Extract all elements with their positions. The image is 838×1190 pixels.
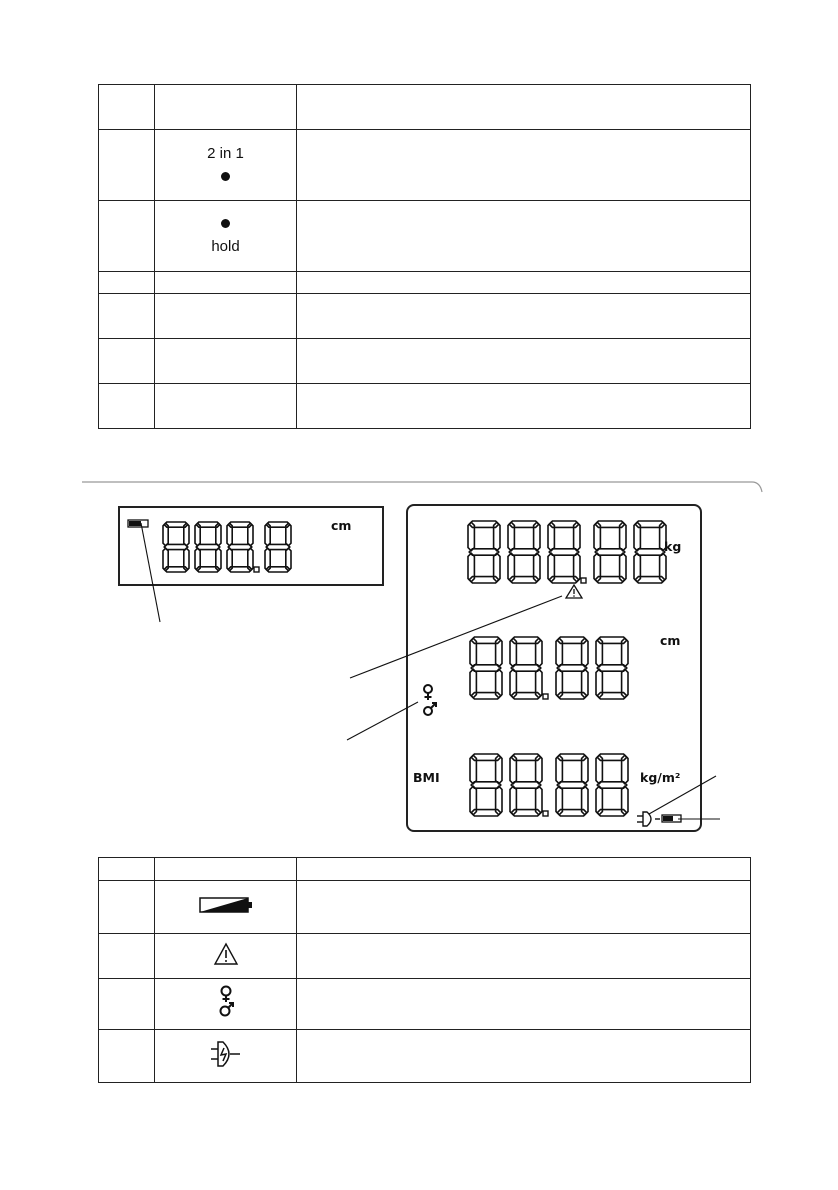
battery-low-icon [128,520,148,527]
gender-female-male-icon [424,685,436,715]
table-row [99,1030,751,1083]
warning-triangle-icon [566,585,582,598]
height-unit: cm [660,633,681,648]
table-row [99,979,751,1030]
bmi-label: BMI [413,770,440,785]
symbol-hold-label: hold [211,238,240,255]
display-symbol-table [98,857,751,1083]
small-display-unit: cm [331,518,352,533]
table-row [99,858,751,881]
ac-adapter-plug-icon [637,812,660,826]
callout-line [350,596,562,678]
battery-low-icon [198,895,254,915]
table-row [99,881,751,934]
weight-unit: kg [664,539,682,554]
gender-female-male-icon [215,985,237,1019]
callout-line [141,523,160,622]
callout-line [347,702,418,740]
symbol-2in1-label: 2 in 1 [207,145,244,162]
warning-triangle-icon [213,942,239,966]
bmi-unit: kg/m² [640,770,681,785]
callout-line [649,776,716,814]
table-row [99,934,751,979]
ac-adapter-plug-icon [209,1039,243,1069]
